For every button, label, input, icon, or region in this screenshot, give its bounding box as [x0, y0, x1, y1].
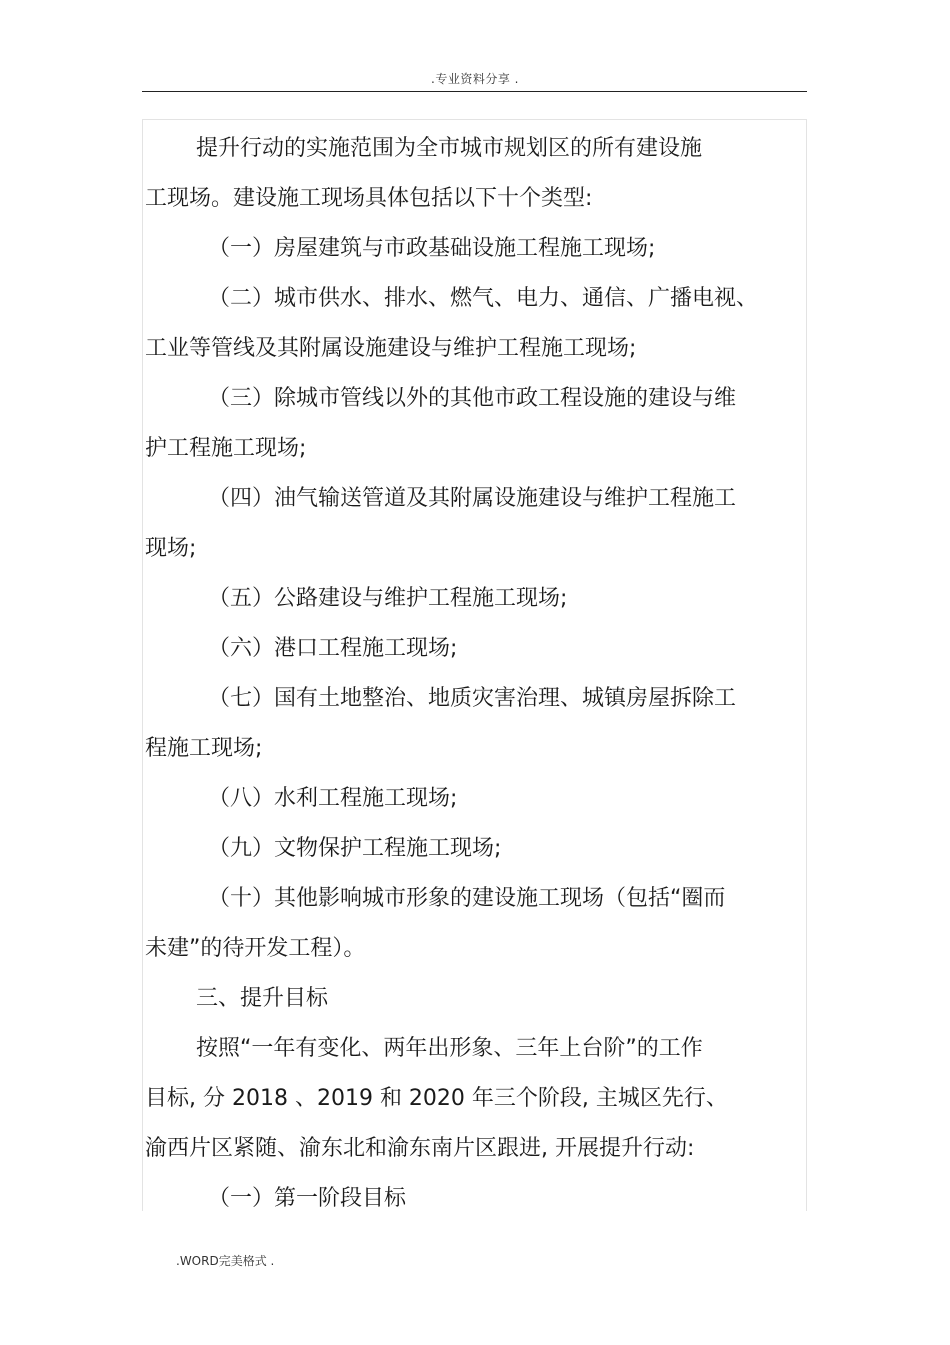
header-rule	[142, 91, 807, 92]
list-item-continuation: 护工程施工现场;	[145, 436, 307, 461]
paragraph-line: 按照“一年有变化、两年出形象、三年上台阶”的工作	[196, 1036, 703, 1061]
list-item-continuation: 现场;	[145, 536, 197, 561]
list-item: （七）国有土地整治、地质灾害治理、城镇房屋拆除工	[208, 686, 737, 711]
document-body	[145, 124, 765, 1224]
list-item: （十）其他影响城市形象的建设施工现场（包括“圈而	[208, 886, 726, 911]
list-item: （五）公路建设与维护工程施工现场;	[208, 586, 568, 611]
list-item-continuation: 未建”的待开发工程）。	[145, 936, 366, 961]
paragraph-line: 渝西片区紧随、渝东北和渝东南片区跟进, 开展提升行动:	[145, 1136, 695, 1161]
list-item: （三）除城市管线以外的其他市政工程设施的建设与维	[208, 386, 737, 411]
list-item: （一）第一阶段目标	[208, 1186, 407, 1211]
paragraph-line: 目标, 分 2018 、2019 和 2020 年三个阶段, 主城区先行、	[145, 1086, 728, 1111]
page-header: .专业资料分享 .	[431, 72, 519, 86]
list-item: （二）城市供水、排水、燃气、电力、通信、广播电视、	[208, 286, 759, 311]
paragraph-line: 提升行动的实施范围为全市城市规划区的所有建设施	[196, 136, 703, 161]
list-item: （四）油气输送管道及其附属设施建设与维护工程施工	[208, 486, 737, 511]
list-item: （一）房屋建筑与市政基础设施工程施工现场;	[208, 236, 656, 261]
list-item: （八）水利工程施工现场;	[208, 786, 458, 811]
list-item: （九）文物保护工程施工现场;	[208, 836, 502, 861]
list-item-continuation: 程施工现场;	[145, 736, 263, 761]
paragraph-line: 工现场。建设施工现场具体包括以下十个类型:	[145, 186, 593, 211]
list-item-continuation: 工业等管线及其附属设施建设与维护工程施工现场;	[145, 336, 637, 361]
section-heading: 三、提升目标	[196, 986, 329, 1011]
page-footer: .WORD完美格式 .	[176, 1254, 275, 1268]
list-item: （六）港口工程施工现场;	[208, 636, 458, 661]
